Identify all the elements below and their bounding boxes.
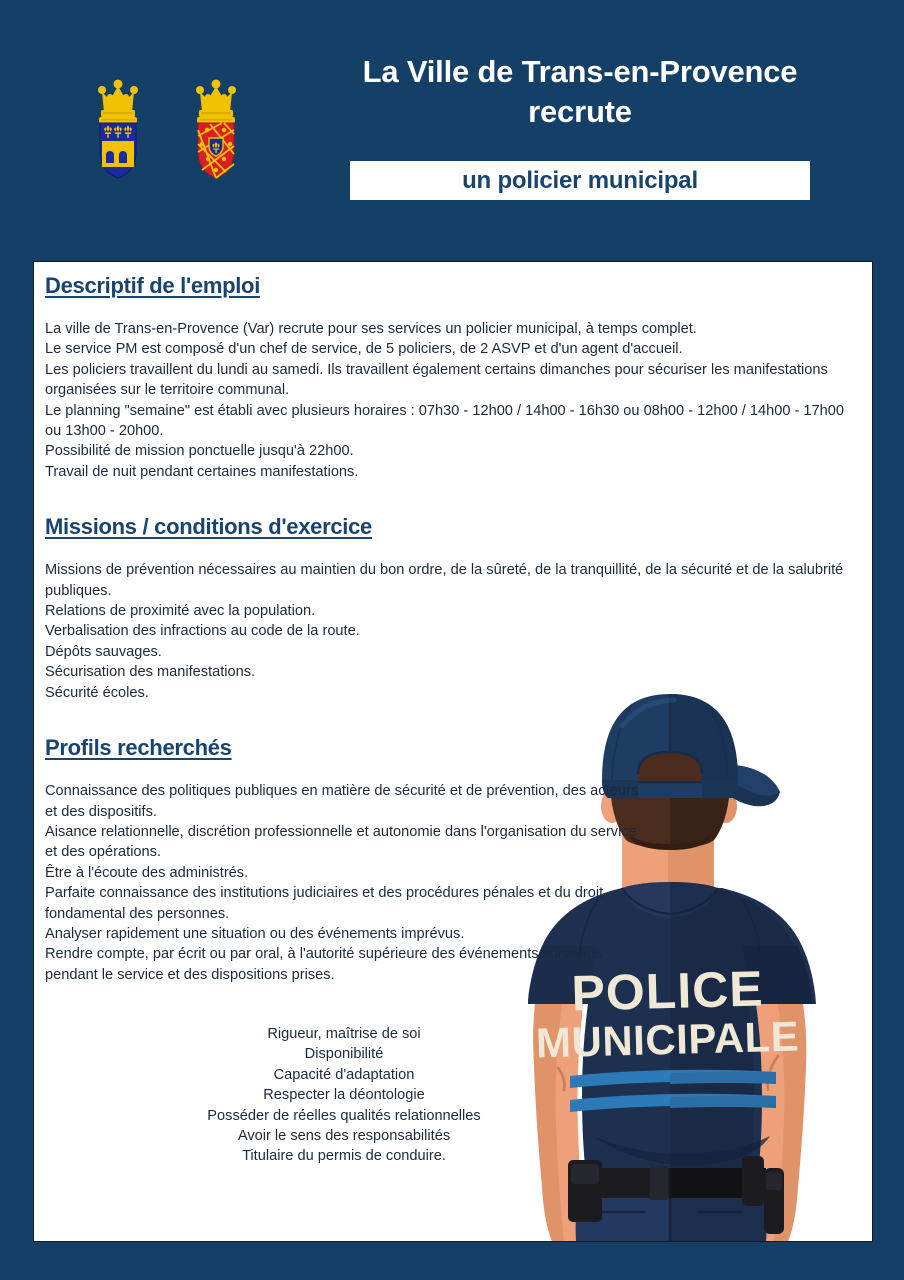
section-heading-descriptif: Descriptif de l'emploi (45, 273, 261, 298)
uniform-text-municipale: MUNICIPALE (535, 1012, 800, 1067)
paragraph: Travail de nuit pendant certaines manifestations. (45, 463, 359, 480)
section-profils (45, 703, 865, 985)
uniform-text-police: POLICE (570, 960, 765, 1022)
paragraph: Le planning "semaine" est établi avec plusieurs horaires : 07h30 - 12h00 / 14h00 - 16h30 ou 08h00 - 12h00 / 14h00 - 17h00 ou 13h00 - 20h00. (45, 402, 844, 440)
section-body-profils (45, 761, 645, 985)
paragraph: Dépôts sauvages. (45, 643, 162, 660)
paragraph: Connaissance des politiques publiques en matière de sécurité et de prévention, des acteurs et des dispositifs. (45, 783, 639, 820)
poster-header (0, 0, 904, 230)
paragraph: Parfaite connaissance des institutions judiciaires et des procédures pénales et du droit fondamental des personnes. (45, 885, 604, 922)
paragraph: Analyser rapidement une situation ou des événements imprévus. (45, 925, 465, 942)
section-descriptif (45, 262, 865, 482)
qualities-list (94, 1024, 594, 1167)
quality-item: Rigueur, maîtrise de soi (267, 1026, 421, 1042)
page-title-line2: recrute (528, 93, 632, 129)
poster-title-block (310, 52, 850, 131)
paragraph: La ville de Trans-en-Provence (Var) recrute pour ses services un policier municipal, à temps complet. (45, 321, 697, 337)
paragraph: Les policiers travaillent du lundi au samedi. Ils travaillent également certains dimanches pour sécuriser les manifestations organisées sur le territoire communal. (45, 361, 828, 399)
paragraph: Rendre compte, par écrit ou par oral, à l'autorité supérieure des événements survenus pendant le service et des dispositions prises. (45, 946, 602, 983)
coat-of-arms-icon (88, 72, 278, 194)
role-banner (350, 161, 810, 200)
quality-item: Respecter la déontologie (263, 1087, 425, 1104)
section-heading-profils: Profils recherchés (45, 735, 232, 761)
paragraph: Sécurisation des manifestations. (45, 664, 256, 681)
page-title-line1: La Ville de Trans-en-Provence (362, 54, 798, 89)
quality-item: Posséder de réelles qualités relationnelles (207, 1107, 481, 1124)
section-body-descriptif (45, 299, 855, 482)
paragraph: Être à l'écoute des administrés. (45, 864, 249, 881)
quality-item: Avoir le sens des responsabilités (237, 1128, 451, 1145)
quality-item: Disponibilité (304, 1046, 384, 1063)
quality-item: Titulaire du permis de conduire. (242, 1148, 446, 1165)
quality-item: Capacité d'adaptation (273, 1066, 415, 1083)
paragraph: Le service PM est composé d'un chef de service, de 5 policiers, de 2 ASVP et d'un agent d'accueil. (45, 341, 683, 358)
section-heading-missions: Missions / conditions d'exercice (45, 514, 372, 540)
card-text-column (45, 262, 865, 985)
content-card (33, 261, 873, 1242)
paragraph: Possibilité de mission ponctuelle jusqu'à 22h00. (45, 443, 354, 460)
paragraph: Aisance relationnelle, discrétion professionnelle et autonomie dans l'organisation du service et des opérations. (45, 823, 637, 861)
role-banner-label: un policier municipal (462, 166, 698, 194)
paragraph: Relations de proximité avec la population. (45, 603, 316, 620)
section-missions (45, 482, 865, 703)
paragraph: Missions de prévention nécessaires au maintien du bon ordre, de la sûreté, de la tranquillité, de la sécurité et de la salubrité publiques. (45, 562, 844, 599)
section-body-missions (45, 540, 857, 703)
paragraph: Verbalisation des infractions au code de la route. (45, 623, 360, 640)
paragraph: Sécurité écoles. (45, 684, 149, 701)
